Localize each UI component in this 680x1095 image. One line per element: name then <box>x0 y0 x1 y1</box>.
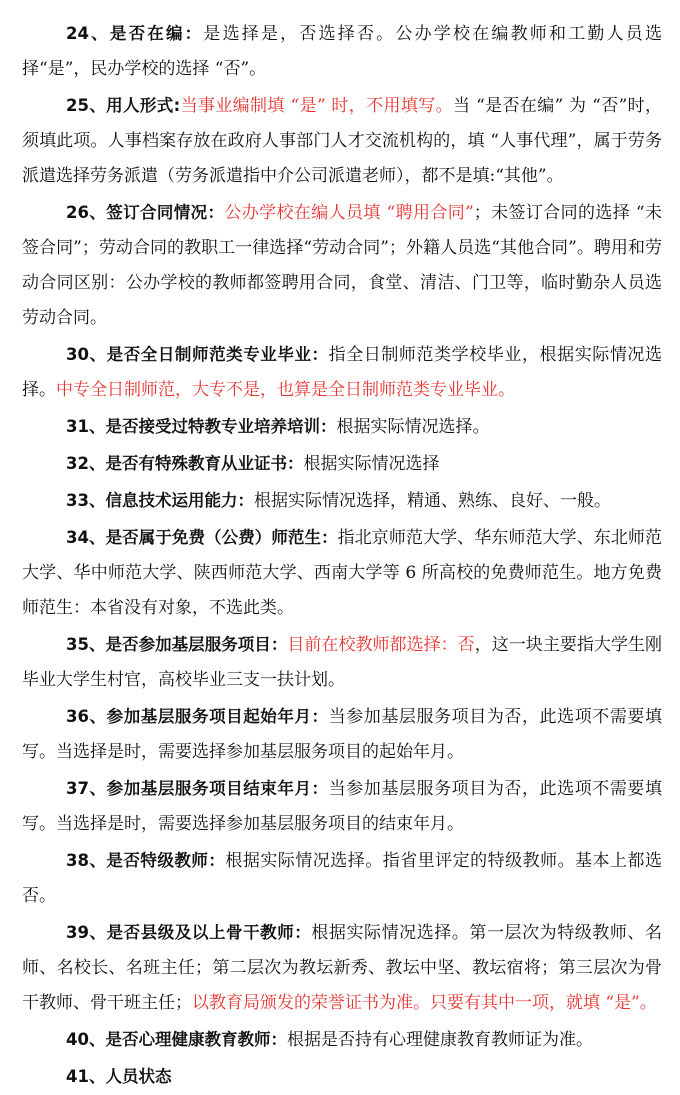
field-note-item <box>22 88 662 194</box>
field-label: 36、参加基层服务项目起始年月： <box>66 707 329 726</box>
field-label: 39、是否县级及以上骨干教师： <box>66 923 312 942</box>
field-label: 38、是否特级教师： <box>66 851 226 870</box>
field-description: ，这一块主要指大学生刚毕业大学生村官，高校毕业三支一扶计划。 <box>22 635 663 690</box>
field-description: ；未签订合同的选择 “未签合同”；劳动合同的教职工一律选择“劳动合同”；外籍人员选“其他合同”。聘用和劳动合同区别：公办学校的教师都签聘用合同，食堂、清洁、门卫等，临时勤杂人员选劳动合同。 <box>22 203 662 328</box>
highlight-note: 以教育局颁发的荣誉证书为准。只要有其中一项，就填 “是”。 <box>192 993 657 1013</box>
highlight-note: 当事业编制填 “是” 时，不用填写。 <box>180 96 453 116</box>
field-label: 32、是否有特殊教育从业证书： <box>66 454 304 473</box>
field-note-item <box>22 446 662 482</box>
field-description: 指北京师范大学、华东师范大学、东北师范大学、华中师范大学、陕西师范大学、西南大学等 6 所高校的免费师范生。地方免费师范生：本省没有对象，不选此类。 <box>22 528 662 618</box>
field-note-item <box>22 520 662 626</box>
field-note-item <box>22 843 662 914</box>
field-description: 是选择是，否选择否。公办学校在编教师和工勤人员选择“是”，民办学校的选择 “否”。 <box>22 24 662 79</box>
field-label: 35、是否参加基层服务项目： <box>66 635 288 654</box>
field-note-item <box>22 483 662 519</box>
field-note-item <box>22 771 662 842</box>
field-note-item <box>22 1059 662 1095</box>
field-label: 33、信息技术运用能力： <box>66 491 254 510</box>
field-description: 当参加基层服务项目为否，此选项不需要填写。当选择是时，需要选择参加基层服务项目的起始年月。 <box>22 707 663 762</box>
field-note-item <box>22 1022 662 1058</box>
field-note-item <box>22 627 662 698</box>
field-label: 40、是否心理健康教育教师： <box>66 1030 287 1049</box>
field-label: 37、参加基层服务项目结束年月： <box>66 779 329 798</box>
field-description: 当参加基层服务项目为否，此选项不需要填写。当选择是时，需要选择参加基层服务项目的结束年月。 <box>22 779 663 834</box>
field-description: 根据是否持有心理健康教育教师证为准。 <box>286 1030 593 1050</box>
field-label: 25、用人形式: <box>66 96 181 115</box>
field-label: 30、是否全日制师范类专业毕业： <box>66 345 329 364</box>
field-description: 根据实际情况选择。指省里评定的特级教师。基本上都选否。 <box>22 851 663 906</box>
field-description: 指全日制师范类学校毕业，根据实际情况选择。 <box>22 345 663 400</box>
field-label: 41、人员状态 <box>66 1067 172 1086</box>
field-description: 当 “是否在编” 为 “否”时，须填此项。人事档案存放在政府人事部门人才交流机构的，填 “人事代理”，属于劳务派遣选择劳务派遣（劳务派遣指中介公司派遣老师），都不是填:“其他”。 <box>22 96 662 186</box>
highlight-note: 公办学校在编人员填 “聘用合同” <box>224 203 474 223</box>
field-note-item <box>22 699 662 770</box>
field-label: 34、是否属于免费（公费）师范生： <box>66 528 338 547</box>
field-note-item <box>22 195 662 336</box>
field-description: 根据实际情况选择，精通、熟练、良好、一般。 <box>253 491 611 511</box>
field-note-item <box>22 915 662 1021</box>
field-label: 31、是否接受过特教专业培养培训： <box>66 417 337 436</box>
highlight-note: 中专全日制师范，大专不是，也算是全日制师范类专业毕业。 <box>56 380 515 400</box>
field-notes-list <box>22 16 662 1095</box>
highlight-note: 目前在校教师都选择：否 <box>287 635 475 655</box>
field-description: 根据实际情况选择。 <box>336 417 490 437</box>
field-description: 根据实际情况选择。第一层次为特级教师、名师、名校长、名班主任；第二层次为教坛新秀、教坛中坚、教坛宿将；第三层次为骨干教师、骨干班主任； <box>22 923 662 1013</box>
field-note-item <box>22 16 662 87</box>
field-label: 24、是否在编： <box>66 24 204 43</box>
field-note-item <box>22 337 662 408</box>
field-label: 26、签订合同情况： <box>66 203 225 222</box>
field-description: 根据实际情况选择 <box>303 454 440 474</box>
field-note-item <box>22 409 662 445</box>
